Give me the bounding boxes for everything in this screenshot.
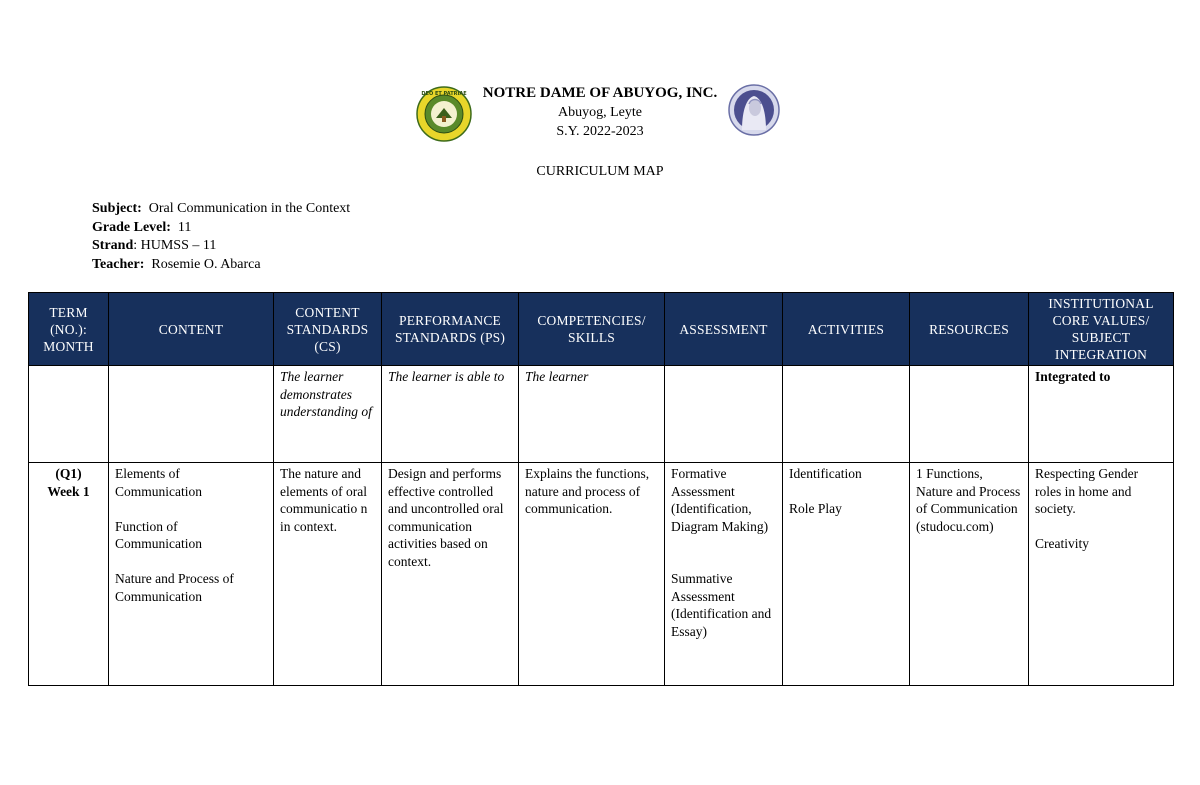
value-item-2: Creativity xyxy=(1035,536,1089,551)
cs-cell: The nature and elements of oral communicatio n in context. xyxy=(274,463,382,686)
intro-term-cell xyxy=(29,366,109,463)
header-performance-standards: PERFORMANCE STANDARDS (PS) xyxy=(382,293,519,366)
header-core-values: INSTITUTIONAL CORE VALUES/ SUBJECT INTEGRATION xyxy=(1029,293,1174,366)
content-cell xyxy=(109,463,274,686)
header-assessment: ASSESSMENT xyxy=(665,293,783,366)
school-header xyxy=(0,84,1200,141)
value-item-1: Respecting Gender roles in home and society. xyxy=(1035,466,1139,516)
activity-item-1: Identification xyxy=(789,466,862,481)
header-row xyxy=(29,293,1174,366)
header-content: CONTENT xyxy=(109,293,274,366)
content-item-2: Function of Communication xyxy=(115,518,202,551)
intro-values-cell: Integrated to xyxy=(1029,366,1174,463)
assessment-formative: Formative Assessment (Identification, Diagram Making) xyxy=(671,466,769,534)
assessment-summative: Summative Assessment (Identification and Essay) xyxy=(671,571,772,639)
header-activities: ACTIVITIES xyxy=(783,293,910,366)
grade-line xyxy=(92,219,350,238)
intro-ps-cell: The learner is able to xyxy=(382,366,519,463)
activity-item-2: Role Play xyxy=(789,501,842,516)
header-resources: RESOURCES xyxy=(910,293,1029,366)
subject-line xyxy=(92,200,350,219)
strand-value: : HUMSS – 11 xyxy=(133,238,217,253)
term-cell xyxy=(29,463,109,686)
subject-label: Subject: xyxy=(92,201,142,216)
term-quarter: (Q1) xyxy=(55,466,82,481)
school-name: NOTRE DAME OF ABUYOG, INC. xyxy=(482,85,718,101)
school-year: S.Y. 2022-2023 xyxy=(556,124,644,139)
strand-line xyxy=(92,237,350,256)
resources-cell: 1 Functions, Nature and Process of Communication (studocu.com) xyxy=(910,463,1029,686)
intro-assessment-cell xyxy=(665,366,783,463)
intro-competencies-cell: The learner xyxy=(519,366,665,463)
header-content-standards: CONTENT STANDARDS (CS) xyxy=(274,293,382,366)
competencies-cell: Explains the functions, nature and process of communication. xyxy=(519,463,665,686)
seal-motto: DEO ET PATRIAE xyxy=(421,91,467,97)
teacher-label: Teacher: xyxy=(92,256,145,272)
activities-cell xyxy=(783,463,910,686)
content-item-3: Nature and Process of Communication xyxy=(115,571,234,604)
intro-content-cell xyxy=(109,366,274,463)
teacher-value: Rosemie O. Abarca xyxy=(151,256,261,272)
assessment-cell xyxy=(665,463,783,686)
header-competencies: COMPETENCIES/ SKILLS xyxy=(519,293,665,366)
content-item-1: Elements of Communication xyxy=(115,466,202,499)
header-term: TERM (NO.): MONTH xyxy=(29,293,109,366)
intro-activities-cell xyxy=(783,366,910,463)
subject-info xyxy=(92,200,350,274)
table-row-intro xyxy=(29,366,1174,463)
grade-value: 11 xyxy=(177,219,192,235)
grade-label: Grade Level: xyxy=(92,219,171,235)
ps-cell: Design and performs effective controlled and uncontrolled oral communication activities based on context. xyxy=(382,463,519,686)
document-title: CURRICULUM MAP xyxy=(536,164,664,179)
table-row-week1 xyxy=(29,463,1174,686)
intro-resources-cell xyxy=(910,366,1029,463)
intro-cs-cell: The learner demonstrates understanding of xyxy=(274,366,382,463)
term-week: Week 1 xyxy=(47,483,90,499)
curriculum-map-table xyxy=(28,292,1174,686)
values-cell xyxy=(1029,463,1174,686)
subject-value: Oral Communication in the Context xyxy=(148,201,351,216)
school-location: Abuyog, Leyte xyxy=(558,105,642,120)
teacher-line xyxy=(92,256,350,275)
strand-label: Strand xyxy=(92,238,134,253)
